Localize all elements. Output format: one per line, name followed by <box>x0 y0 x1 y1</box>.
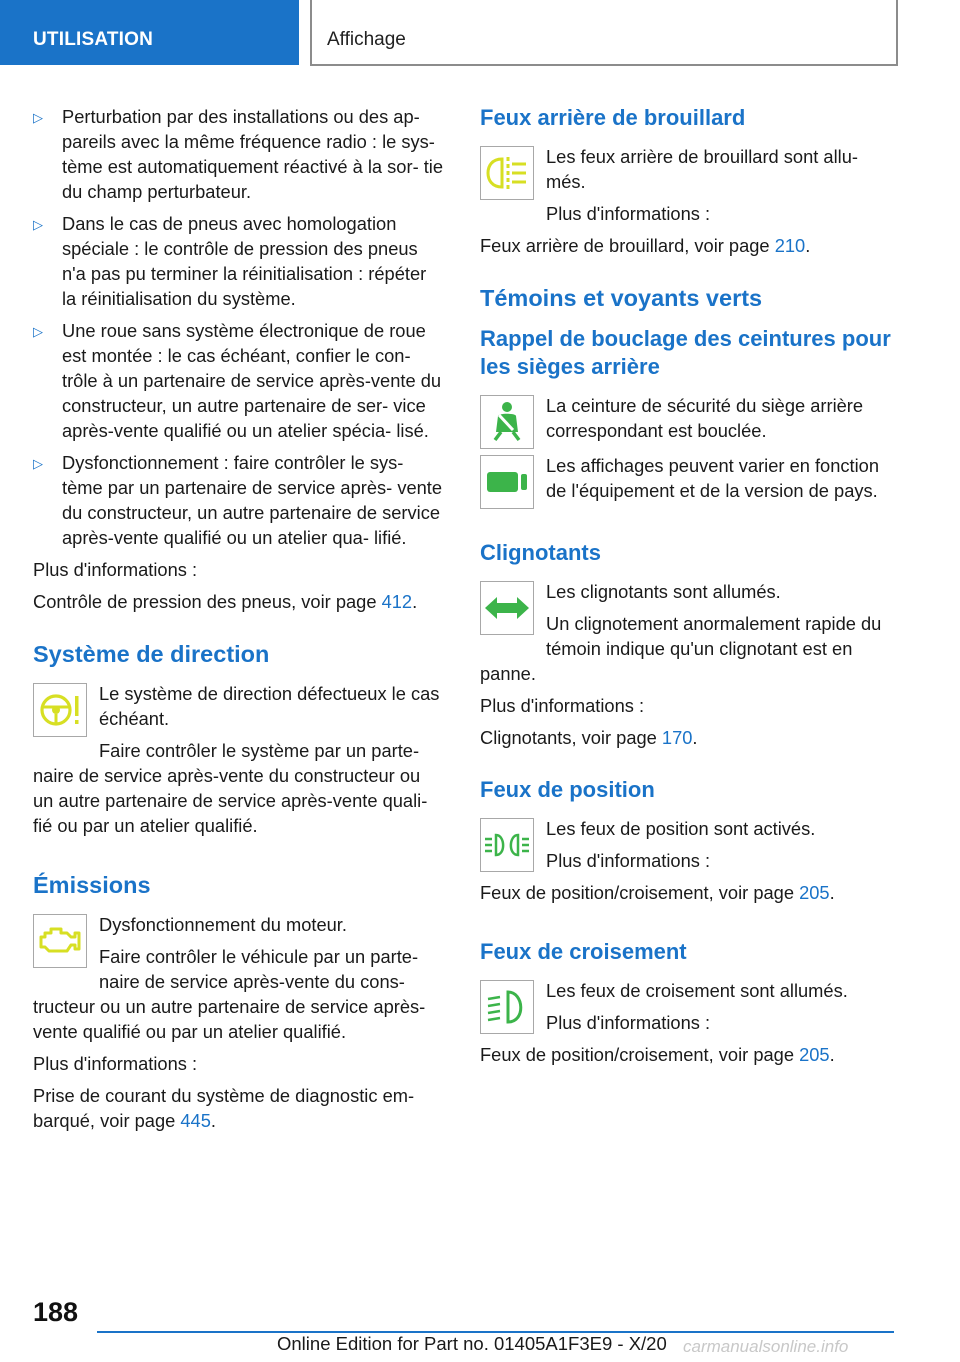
seatbelt-icon <box>480 395 534 449</box>
section-title-position: Feux de position <box>480 777 655 802</box>
position-reference: Feux de position/croisement, voir page 205. <box>480 882 835 903</box>
page-link-205[interactable]: 205 <box>799 1044 830 1065</box>
footer-edition: Online Edition for Part no. 01405A1F3E9 - X/20 <box>277 1333 667 1354</box>
seatbelt-text-1: La ceinture de sécurité du siège arrière correspondant est bouclée. <box>546 395 864 441</box>
page-link-205[interactable]: 205 <box>799 882 830 903</box>
seatbelt-text-2: Les affichages peuvent varier en fonction de l'équipement et de la version de pays. <box>546 455 880 501</box>
turn-signal-section <box>480 539 896 750</box>
steering-warning-icon <box>33 683 87 737</box>
section-title-emissions: Émissions <box>33 872 151 898</box>
position-lights-icon <box>480 818 534 872</box>
header-section-tab <box>0 0 299 65</box>
emissions-section <box>33 871 445 1133</box>
right-column <box>480 104 896 1074</box>
more-info-label: Plus d'informations : <box>33 559 198 580</box>
triangle-bullet-icon: ▷ <box>33 456 43 471</box>
low-beam-icon <box>480 980 534 1034</box>
lowbeam-text-1: Les feux de croisement sont allumés. <box>546 980 848 1001</box>
low-beam-section <box>480 938 896 1067</box>
more-info-label: Plus d'informations : <box>546 850 711 871</box>
section-title-steering: Système de direction <box>33 641 270 667</box>
list-item: ▷ Dans le cas de pneus avec homologation spéciale : le contrôle de pression des pneus n'a pas pu terminer la réinitialisation : répéter la réinitialisation du système. <box>33 213 427 309</box>
more-info-label: Plus d'informations : <box>480 695 645 716</box>
more-info-label: Plus d'informations : <box>546 203 711 224</box>
more-info-label: Plus d'informations : <box>546 1012 711 1033</box>
header-chapter-box <box>310 0 898 66</box>
turn-text-1: Les clignotants sont allumés. <box>546 581 781 602</box>
turn-text-2: Un clignotement anormalement rapide du témoin indique qu'un clignotant est en panne. <box>480 613 882 684</box>
list-item: ▷ Perturbation par des installations ou des ap‐ pareils avec la même fréquence radio : le sys‐ tème est automatiquement réactivé à la sor‐ tie du champ perturbateur. <box>33 106 444 202</box>
turn-signal-arrows-icon <box>480 581 534 635</box>
section-title-turn: Clignotants <box>480 540 601 565</box>
list-item: ▷ Une roue sans système électronique de roue est montée : le cas échéant, confier le con‐ trôle à un partenaire de service après-vente du constructeur, un autre partenaire de ser‐ vice après-vente qualifié ou un atelier spécia‐ lisé. <box>33 320 442 441</box>
steering-section <box>33 640 445 845</box>
section-title-green: Témoins et voyants verts <box>480 285 763 311</box>
fog-reference: Feux arrière de brouillard, voir page 210. <box>480 235 811 256</box>
position-lights-section <box>480 776 896 912</box>
section-title-lowbeam: Feux de croisement <box>480 939 687 964</box>
page-link-210[interactable]: 210 <box>774 235 806 256</box>
rear-seat-indicator-icon <box>480 455 534 509</box>
page-link-412[interactable]: 412 <box>381 591 413 612</box>
triangle-bullet-icon: ▷ <box>33 217 43 232</box>
section-title-seatbelt: Rappel de bouclage des ceintures pour les sièges arrière <box>480 326 891 379</box>
triangle-bullet-icon: ▷ <box>33 110 43 125</box>
page-link-170[interactable]: 170 <box>661 727 693 748</box>
emissions-text-2: Faire contrôler le véhicule par un parte‐ naire de service après-vente du cons‐ tructeur ou un autre partenaire de service après- vente qualifié ou par un atelier qualifié. <box>33 946 426 1042</box>
position-text-1: Les feux de position sont activés. <box>546 818 816 839</box>
watermark: carmanualsonline.info <box>683 1337 849 1356</box>
more-info-label: Plus d'informations : <box>33 1053 198 1074</box>
rear-fog-light-icon <box>480 146 534 200</box>
header-section-label: UTILISATION <box>33 29 154 50</box>
fog-section <box>480 104 896 258</box>
steering-text-1: Le système de direction défectueux le cas échéant. <box>99 683 440 729</box>
diagnostic-reference: Prise de courant du système de diagnostic em‐ barqué, voir page 445. <box>33 1085 415 1131</box>
header-chapter-label: Affichage <box>327 29 406 50</box>
steering-text-2: Faire contrôler le système par un parte‐ naire de service après-vente du constructeur ou un autre partenaire de service après-vente quali‐ fié ou par un atelier qualifié. <box>33 740 428 836</box>
list-item: ▷ Dysfonctionnement : faire contrôler le sys‐ tème par un partenaire de service après- vente du constructeur, un autre partenaire de service après-vente qualifié ou un atelier qua‐ lifié. <box>33 452 443 548</box>
lowbeam-reference: Feux de position/croisement, voir page 205. <box>480 1044 835 1065</box>
tpms-reference: Contrôle de pression des pneus, voir page 412. <box>33 591 418 612</box>
section-title-fog: Feux arrière de brouillard <box>480 105 746 130</box>
triangle-bullet-icon: ▷ <box>33 324 43 339</box>
page-link-445[interactable]: 445 <box>180 1110 211 1131</box>
engine-check-icon <box>33 914 87 968</box>
fog-text-1: Les feux arrière de brouillard sont allu‐ més. <box>546 146 858 192</box>
emissions-text-1: Dysfonctionnement du moteur. <box>99 914 347 935</box>
green-indicators-section <box>480 284 896 513</box>
turn-reference: Clignotants, voir page 170. <box>480 727 698 748</box>
page-number: 188 <box>33 1297 79 1327</box>
left-column <box>33 104 445 1140</box>
